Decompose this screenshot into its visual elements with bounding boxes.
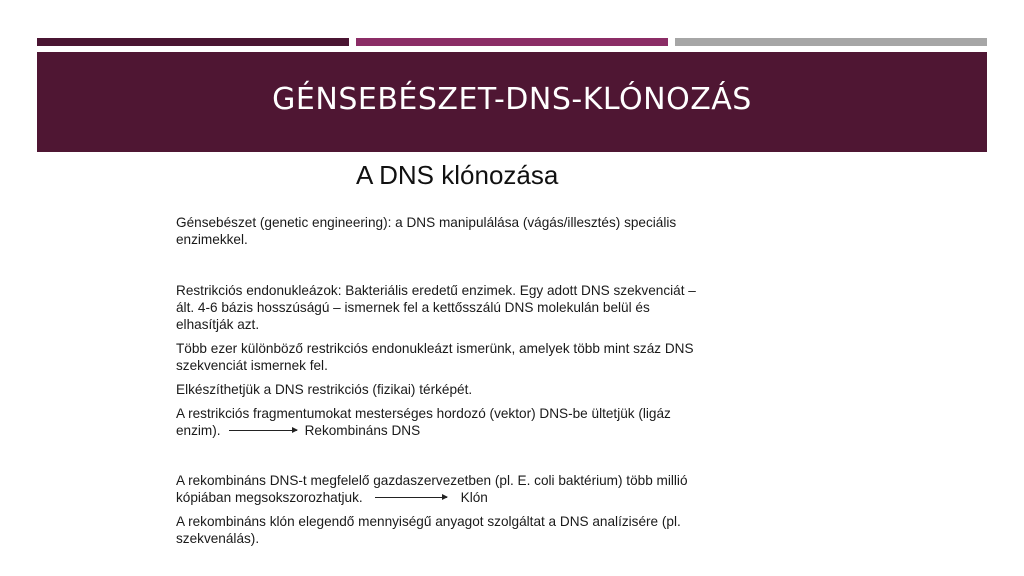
text-line: Több ezer különböző restrikciós endonukleázt ismerünk, amelyek több mint száz DNS — [176, 341, 694, 356]
text-line: A rekombináns klón elegendő mennyiségű anyagot szolgáltat a DNS analízisére (pl. — [176, 514, 681, 529]
text-fragment: kópiában megsokszorozhatjuk. — [176, 490, 363, 505]
text-line: ált. 4-6 bázis hosszúságú – ismernek fel a kettősszálú DNS molekulán belül és — [176, 300, 650, 315]
text-fragment: enzim). — [176, 423, 221, 438]
text-line: A restrikciós fragmentumokat mesterséges hordozó (vektor) DNS-be ültetjük (ligáz — [176, 406, 671, 421]
clone-label: Klón — [460, 490, 488, 505]
header-accent-bar-3 — [675, 38, 987, 46]
text-line: szekvenálás). — [176, 531, 260, 546]
text-line: Restrikciós endonukleázok: Bakteriális eredetű enzimek. Egy adott DNS szekvenciát – — [176, 283, 696, 298]
text-line: szekvenciát ismernek fel. — [176, 358, 328, 373]
slide-subtitle: A DNS klónozása — [356, 160, 559, 190]
text-line: A rekombináns DNS-t megfelelő gazdaszervezetben (pl. E. coli baktérium) több millió — [176, 473, 688, 488]
paragraph-ligation — [176, 405, 766, 439]
paragraph-enzyme-count — [176, 340, 766, 374]
text-line — [176, 489, 766, 506]
text-line: enzimekkel. — [176, 232, 248, 247]
paragraph-amplification — [176, 472, 766, 506]
slide-title: GÉNSEBÉSZET-DNS-KLÓNOZÁS — [272, 82, 752, 117]
paragraph-restriction-endonucleases — [176, 282, 766, 333]
paragraph-genetic-engineering — [176, 214, 766, 248]
arrow-right-icon — [375, 497, 447, 498]
text-line: Génsebészet (genetic engineering): a DNS manipulálása (vágás/illesztés) speciális — [176, 215, 677, 230]
text-line — [176, 422, 766, 439]
slide-body — [176, 214, 766, 547]
paragraph-restriction-map — [176, 381, 766, 398]
paragraph-clone-analysis — [176, 513, 766, 547]
text-line: elhasítják azt. — [176, 317, 260, 332]
arrow-right-icon — [229, 430, 297, 431]
header-accent-bar-2 — [356, 38, 668, 46]
header-accent-bar-1 — [37, 38, 349, 46]
text-line: Elkészíthetjük a DNS restrikciós (fizikai) térképét. — [176, 382, 473, 397]
recombinant-dns-label: Rekombináns DNS — [304, 423, 421, 438]
